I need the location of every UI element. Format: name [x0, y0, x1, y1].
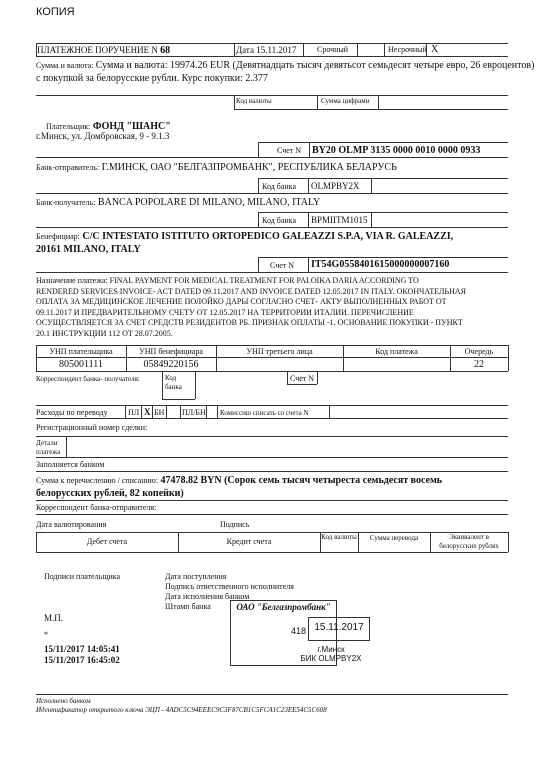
amount-line-1: Сумма и валюта: Сумма и валюта: 19974.26 EUR (Девятнадцать тысяч девятьсот семьдесят четыре евро, 26 евроцентов): [36, 60, 535, 71]
receiver-bank-code-label: Код банка: [262, 216, 296, 225]
queue-value: 22: [474, 359, 484, 370]
receiver-bank: Банк-получатель: BANCA POPOLARE DI MILANO, MILANO, ITALY: [36, 197, 321, 208]
third-party-unp-label: УНП третьего лица: [246, 347, 313, 356]
payment-details-label: Детали платежа: [36, 439, 61, 456]
purpose-line: ОСУЩЕСТВЛЯЕТСЯ ЗА СЧЕТ СРЕДСТВ РЕЗИДЕНТОВ РБ. ПРИЗНАК ОПЛАТЫ -1. ОСНОВАНИЕ ПОКУПКИ - ПУНКТ: [36, 318, 463, 327]
execution-date-label: Дата исполнения банком: [165, 592, 250, 601]
sender-bank: Банк-отправитель: Г.МИНСК, ОАО "БЕЛГАЗПРОМБАНК", РЕСПУБЛИКА БЕЛАРУСЬ: [36, 162, 397, 173]
benef-unp: 05849220156: [143, 359, 199, 370]
commission-account-label: Комиссию списать со счета N: [220, 409, 309, 417]
beneficiary-line-2: 20161 MILANO, ITALY: [36, 244, 141, 255]
stamp-bank-name: ОАО "Белгазпромбанк": [236, 602, 331, 612]
registration-number-label: Регистрационный номер сделки:: [36, 423, 148, 432]
document-number: 68: [160, 45, 171, 56]
beneficiary-account: IT54G0558401615000000007160: [311, 259, 450, 270]
non-urgent-mark: X: [431, 44, 439, 55]
purpose-line: 09.11.2017 И ПРЕДВАРИТЕЛЬНОМУ СЧЕТУ ОТ 12.05.2017 НА ТЕРРИТОРИИ ИТАЛИИ. ПЕРЕЧИСЛЕНИЕ: [36, 307, 414, 317]
bank-fill-label: Заполняется банком: [36, 460, 105, 469]
timestamp-2: 15/11/2017 16:45:02: [44, 655, 120, 665]
timestamp-1: 15/11/2017 14:05:41: [44, 644, 120, 654]
debit-amount-line-2: белорусских рублей, 82 копейки): [36, 488, 184, 499]
non-urgent-label: Несрочный: [388, 45, 427, 54]
payer-name: ФОНД "ШАНС": [92, 121, 171, 132]
payer-signatures-label: Подписи плательщика: [44, 572, 121, 581]
purpose-line: Назначение платежа: FINAL PAYMENT FOR MEDICAL TREATMENT FOR PALOIKA DARIA ACCORDING TO: [36, 276, 419, 285]
amount-digits-label: Сумма цифрами: [321, 97, 370, 105]
transfer-costs-option-pl: ПЛ: [128, 408, 140, 417]
correspondent-account-label: Счет N: [290, 374, 315, 383]
stamp-number: 418: [291, 626, 307, 636]
correspondent-label: Корреспондент банка- получателя:: [36, 375, 140, 383]
queue-label: Очередь: [464, 347, 494, 356]
purpose-line: ОПЛАТА ЗА МЕДИЦИНСКОЕ ЛЕЧЕНИЕ ПОЛОЙКО ДАРЫ СОГЛАСНО СЧЕТ- АКТУ ВЫПОЛНЕННЫХ РАБОТ ОТ: [36, 297, 447, 306]
stamp-bic: БИК OLMPBY2X: [300, 654, 362, 663]
sender-correspondent-label: Корреспондент банка-отправителя:: [36, 503, 157, 512]
currency-code-header: Код валюты: [321, 533, 357, 541]
payer-unp-label: УНП плательщика: [49, 347, 113, 356]
document-date: Дата 15.11.2017: [236, 45, 297, 55]
stamp-city: г.Минск: [317, 645, 345, 654]
urgent-label: Срочный: [317, 45, 349, 54]
debit-amount-line-1: Сумма к перечислению / списанию: 47478.82 BYN (Сорок семь тысяч четыреста семьдесят восемь: [36, 475, 443, 486]
payer-account: BY20 OLMP 3135 0000 0010 0000 0933: [312, 145, 481, 156]
byn-equivalent-header: Эквивалент в белорусских рублях: [439, 533, 499, 550]
transfer-costs-mark: X: [144, 407, 151, 417]
bank-stamp-label: Штамп банка: [165, 602, 211, 611]
stamp-date: 15.11.2017: [314, 622, 364, 633]
benef-unp-label: УНП бенефициара: [139, 347, 203, 356]
beneficiary-account-label: Счет N: [270, 261, 295, 270]
transfer-costs-option-bn: БН: [154, 408, 165, 417]
document-title: ПЛАТЕЖНОЕ ПОРУЧЕНИЕ N 68: [37, 45, 171, 56]
sender-bank-code: OLMPBY2X: [311, 181, 360, 191]
purpose-line: RENDERED SERVICES INVOICE- ACT DATED 09.11.2017 AND INVOICE DATED 12.05.2017 IN ITALY. ОКОНЧАТЕЛЬНАЯ: [36, 286, 466, 296]
transfer-costs-option-plbn: ПЛ/БН: [182, 408, 206, 417]
receipt-date-label: Дата поступления: [165, 572, 227, 581]
payer-line: Плательщик: ФОНД "ШАНС": [46, 121, 171, 132]
payer-address: г.Минск, ул. Домбровская, 9 - 9.1.3: [36, 131, 170, 141]
executed-by-bank-label: Исполнено банком: [36, 697, 91, 705]
copy-label: КОПИЯ: [36, 6, 75, 18]
beneficiary-line-1: Бенефициар: C/C INTESTATO ISTITUTO ORTOPEDICO GALEAZZI S.P.A, VIA R. GALEAZZI,: [36, 231, 454, 242]
transfer-costs-label: Расходы по переводу: [36, 408, 108, 417]
transfer-amount-header: Сумма перевода: [369, 534, 419, 542]
correspondent-bank-code-label: Код банка: [165, 374, 182, 391]
credit-account-header: Кредит счета: [226, 537, 272, 546]
amount-line-2: с покупкой за белорусские рубли. Курс покупки: 2.377: [36, 73, 268, 84]
value-date-label: Дата валютирования: [36, 520, 107, 529]
sender-bank-code-label: Код банка: [262, 182, 296, 191]
payment-purpose: [36, 276, 466, 339]
receiver-bank-code: BPMIITM1015: [311, 215, 368, 225]
payer-unp: 805001111: [59, 359, 103, 370]
public-key-id: Идентификатор открытого ключа ЭЦП - 4ADC5C94EEEC9C3F87CB1C5FCA1C23EE54C5C608: [36, 706, 327, 714]
payment-code-label: Код платежа: [375, 347, 418, 356]
purpose-line: 20.1 ИНСТРУКЦИИ 112 ОТ 28.07.2005.: [36, 328, 173, 338]
signature-label: Подпись: [220, 520, 250, 529]
mp-label: М.П.: [44, 613, 64, 623]
payer-account-label: Счет N: [277, 146, 302, 155]
debit-account-header: Дебет счета: [86, 537, 128, 546]
responsible-signature-label: Подпись ответственного исполнителя: [165, 582, 294, 591]
currency-code-label: Код валюты: [236, 97, 272, 105]
bullet-mark: *: [44, 630, 48, 639]
